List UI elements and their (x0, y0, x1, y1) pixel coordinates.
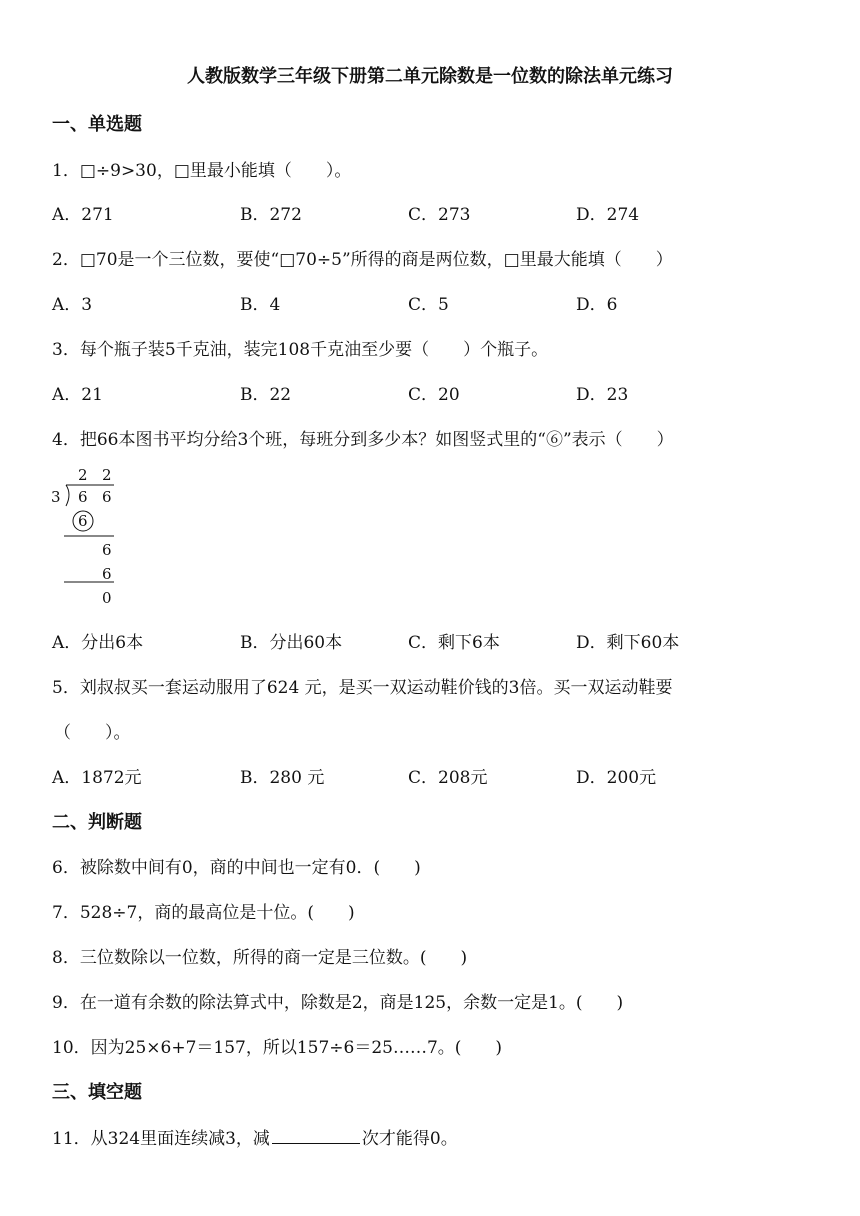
long-division-figure (48, 460, 128, 610)
q1-option-d[interactable]: D．274 (576, 205, 640, 225)
answer-blank[interactable] (272, 1127, 360, 1144)
dividend-digit-tens: 6 (78, 488, 88, 506)
division-bracket (66, 485, 69, 506)
question-2: 2．□70是一个三位数，要使“□70÷5”所得的商是两位数，□里最大能填（ ） (52, 250, 673, 270)
question-3: 3．每个瓶子装5千克油，装完108千克油至少要（ ）个瓶子。 (52, 340, 549, 360)
q2-option-a[interactable]: A．3 (52, 295, 93, 315)
page-title: 人教版数学三年级下册第二单元除数是一位数的除法单元练习 (187, 66, 673, 87)
section-heading-single-choice: 一、单选题 (52, 114, 142, 135)
second-product-digit: 6 (102, 565, 112, 583)
question-10: 10．因为25×6+7＝157，所以157÷6＝25……7。( ) (52, 1038, 503, 1058)
q4-option-c[interactable]: C．剩下6本 (408, 633, 500, 653)
brought-down-digit: 6 (102, 541, 112, 559)
question-1: 1．□÷9>30，□里最小能填（ ）。 (52, 161, 352, 181)
q4-option-d[interactable]: D．剩下60本 (576, 633, 680, 653)
q5-option-b[interactable]: B．280 元 (240, 768, 325, 788)
quotient-digit-tens: 2 (78, 466, 88, 484)
q1-option-b[interactable]: B．272 (240, 205, 302, 225)
question-5: 5．刘叔叔买一套运动服用了624 元，是买一双运动鞋价钱的3倍。买一双运动鞋要 (52, 678, 673, 698)
section-heading-true-false: 二、判断题 (52, 812, 142, 833)
q5-option-d[interactable]: D．200元 (576, 768, 657, 788)
q2-option-c[interactable]: C．5 (408, 295, 449, 315)
question-5-continued: （ ）。 (54, 723, 131, 743)
circled-step-digit: 6 (78, 512, 88, 530)
question-6: 6．被除数中间有0，商的中间也一定有0．( ) (52, 858, 421, 878)
quotient-digit-ones: 2 (102, 466, 112, 484)
question-4: 4．把66本图书平均分给3个班，每班分到多少本？如图竖式里的“⑥”表示（ ） (52, 430, 674, 450)
q2-option-b[interactable]: B．4 (240, 295, 281, 315)
q3-option-c[interactable]: C．20 (408, 385, 460, 405)
question-11-text-after: 次才能得0。 (361, 1129, 458, 1149)
q2-option-d[interactable]: D．6 (576, 295, 618, 315)
section-heading-fill-blank: 三、填空题 (52, 1082, 142, 1103)
q1-option-c[interactable]: C．273 (408, 205, 471, 225)
remainder-digit: 0 (102, 589, 112, 607)
q5-option-a[interactable]: A．1872元 (52, 768, 142, 788)
q5-option-c[interactable]: C．208元 (408, 768, 488, 788)
question-8: 8．三位数除以一位数，所得的商一定是三位数。( ) (52, 948, 468, 968)
question-7: 7．528÷7，商的最高位是十位。( ) (52, 903, 355, 923)
q3-option-b[interactable]: B．22 (240, 385, 292, 405)
q1-option-a[interactable]: A．271 (52, 205, 114, 225)
q4-option-b[interactable]: B．分出60本 (240, 633, 343, 653)
q3-option-a[interactable]: A．21 (52, 385, 103, 405)
dividend-digit-ones: 6 (102, 488, 112, 506)
q4-option-a[interactable]: A．分出6本 (52, 633, 144, 653)
q3-option-d[interactable]: D．23 (576, 385, 629, 405)
question-11-text-before: 11．从324里面连续减3，减 (52, 1129, 270, 1149)
question-9: 9．在一道有余数的除法算式中，除数是2，商是125，余数一定是1。( ) (52, 993, 624, 1013)
question-11 (52, 1124, 458, 1149)
divisor-digit: 3 (51, 488, 61, 506)
